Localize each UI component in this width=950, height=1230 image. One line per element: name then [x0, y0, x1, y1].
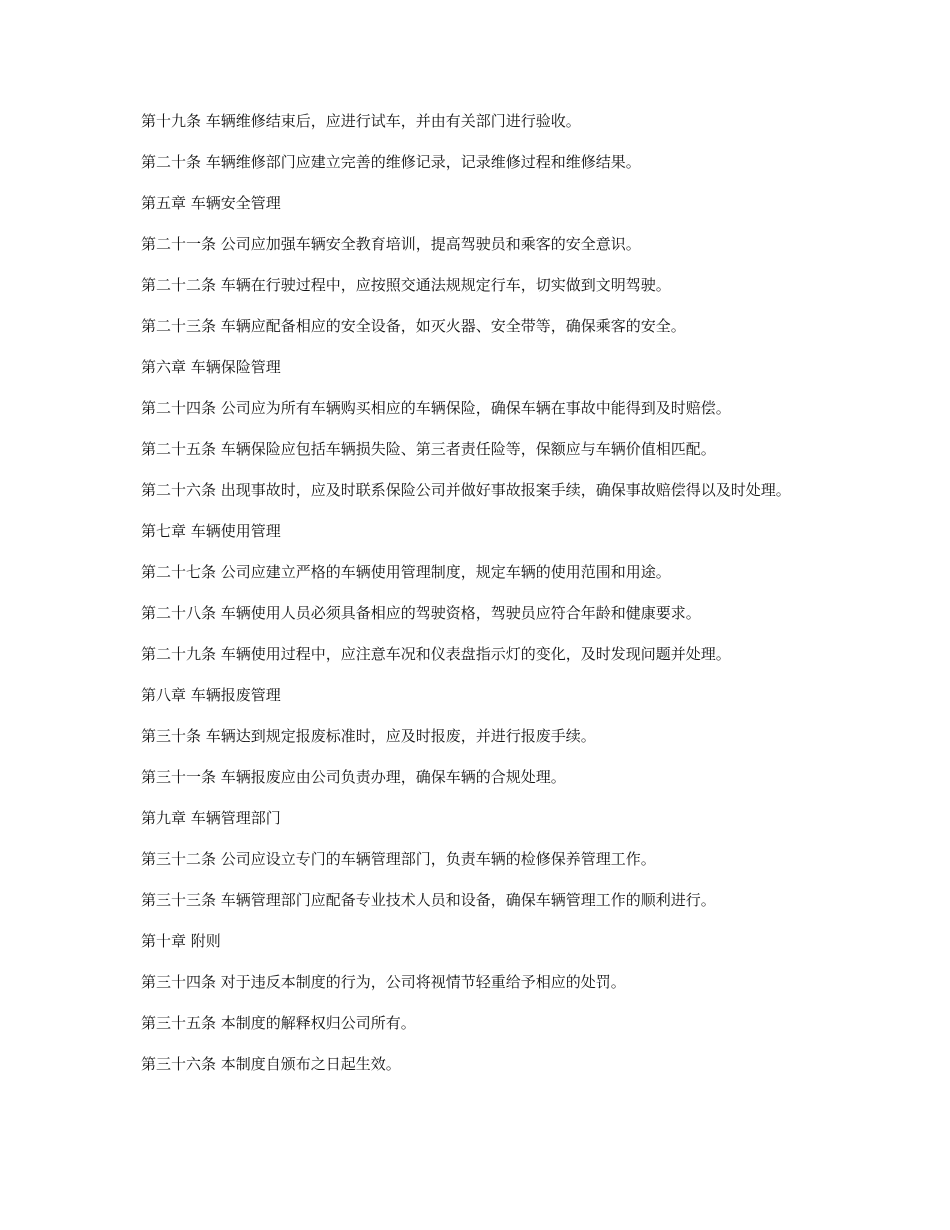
article-28: 第二十八条 车辆使用人员必须具备相应的驾驶资格，驾驶员应符合年龄和健康要求。 — [141, 604, 701, 622]
chapter-5-heading: 第五章 车辆安全管理 — [141, 194, 281, 212]
article-35: 第三十五条 本制度的解释权归公司所有。 — [141, 1014, 416, 1032]
article-31: 第三十一条 车辆报废应由公司负责办理，确保车辆的合规处理。 — [141, 768, 566, 786]
article-25: 第二十五条 车辆保险应包括车辆损失险、第三者责任险等，保额应与车辆价值相匹配。 — [141, 440, 716, 458]
article-20: 第二十条 车辆维修部门应建立完善的维修记录，记录维修过程和维修结果。 — [141, 153, 641, 171]
article-19: 第十九条 车辆维修结束后，应进行试车，并由有关部门进行验收。 — [141, 112, 581, 130]
article-36: 第三十六条 本制度自颁布之日起生效。 — [141, 1055, 401, 1073]
chapter-9-heading: 第九章 车辆管理部门 — [141, 809, 281, 827]
article-27: 第二十七条 公司应建立严格的车辆使用管理制度，规定车辆的使用范围和用途。 — [141, 563, 671, 581]
chapter-10-heading: 第十章 附则 — [141, 932, 221, 950]
article-26: 第二十六条 出现事故时，应及时联系保险公司并做好事故报案手续，确保事故赔偿得以及时处理。 — [141, 481, 791, 499]
chapter-6-heading: 第六章 车辆保险管理 — [141, 358, 281, 376]
chapter-7-heading: 第七章 车辆使用管理 — [141, 522, 281, 540]
chapter-8-heading: 第八章 车辆报废管理 — [141, 686, 281, 704]
document-body — [141, 108, 816, 1092]
article-32: 第三十二条 公司应设立专门的车辆管理部门，负责车辆的检修保养管理工作。 — [141, 850, 656, 868]
article-23: 第二十三条 车辆应配备相应的安全设备，如灭火器、安全带等，确保乘客的安全。 — [141, 317, 686, 335]
article-34: 第三十四条 对于违反本制度的行为，公司将视情节轻重给予相应的处罚。 — [141, 973, 626, 991]
article-30: 第三十条 车辆达到规定报废标准时，应及时报废，并进行报废手续。 — [141, 727, 596, 745]
article-29: 第二十九条 车辆使用过程中，应注意车况和仪表盘指示灯的变化，及时发现问题并处理。 — [141, 645, 731, 663]
article-22: 第二十二条 车辆在行驶过程中，应按照交通法规规定行车，切实做到文明驾驶。 — [141, 276, 671, 294]
article-24: 第二十四条 公司应为所有车辆购买相应的车辆保险，确保车辆在事故中能得到及时赔偿。 — [141, 399, 731, 417]
article-33: 第三十三条 车辆管理部门应配备专业技术人员和设备，确保车辆管理工作的顺利进行。 — [141, 891, 716, 909]
article-21: 第二十一条 公司应加强车辆安全教育培训，提高驾驶员和乘客的安全意识。 — [141, 235, 641, 253]
